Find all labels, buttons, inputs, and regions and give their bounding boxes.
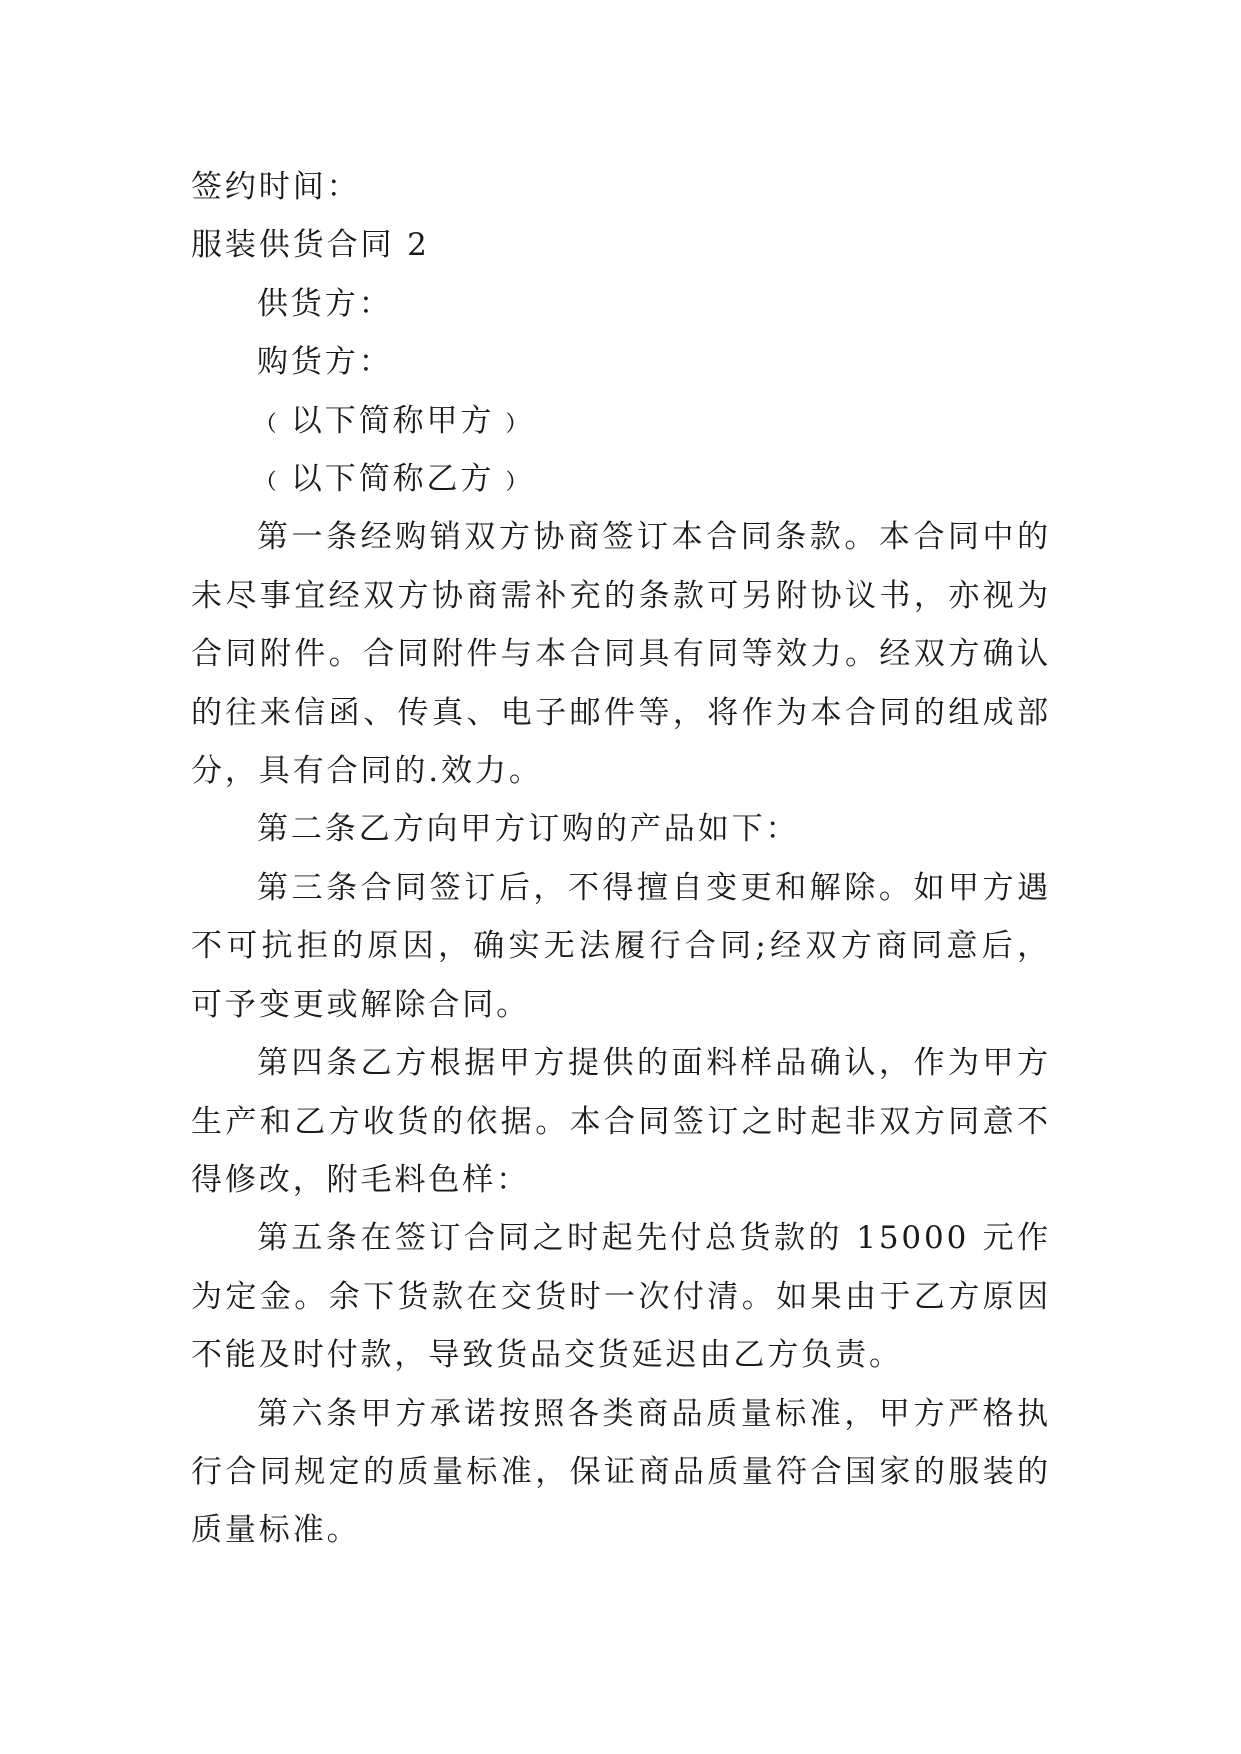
contract-title: 服装供货合同 2 <box>191 227 430 264</box>
document-page <box>191 158 1051 1560</box>
signing-time-label: 签约时间： <box>191 169 361 205</box>
clause-1: 第一条经购销双方协商签订本合同条款。本合同中的未尽事宜经双方协商需补充的条款可另附协议书，亦视为合同附件。合同附件与本合同具有同等效力。经双方确认的往来信函、传真、电子邮件等，将作为本合同的组成部分，具有合同的.效力。 <box>191 519 1051 790</box>
clause-2: 第二条乙方向甲方订购的产品如下： <box>257 811 800 848</box>
party-a-note: ﹙以下简称甲方﹚ <box>257 402 529 439</box>
clause-6: 第六条甲方承诺按照各类商品质量标准，甲方严格执行合同规定的质量标准，保证商品质量符合国家的服装的质量标准。 <box>191 1395 1051 1549</box>
clause-5: 第五条在签订合同之时起先付总货款的 15000 元作为定金。余下货款在交货时一次付清。如果由于乙方原因不能及时付款，导致货品交货延迟由乙方负责。 <box>191 1220 1051 1374</box>
party-b-note: ﹙以下简称乙方﹚ <box>257 461 529 498</box>
clause-4: 第四条乙方根据甲方提供的面料样品确认，作为甲方生产和乙方收货的依据。本合同签订之时起非双方同意不得修改，附毛料色样： <box>191 1045 1051 1198</box>
clause-3: 第三条合同签订后，不得擅自变更和解除。如甲方遇不可抗拒的原因，确实无法履行合同;经双方商同意后，可予变更或解除合同。 <box>191 869 1051 1023</box>
buyer-label: 购货方： <box>257 344 393 381</box>
supplier-label: 供货方： <box>257 285 393 322</box>
